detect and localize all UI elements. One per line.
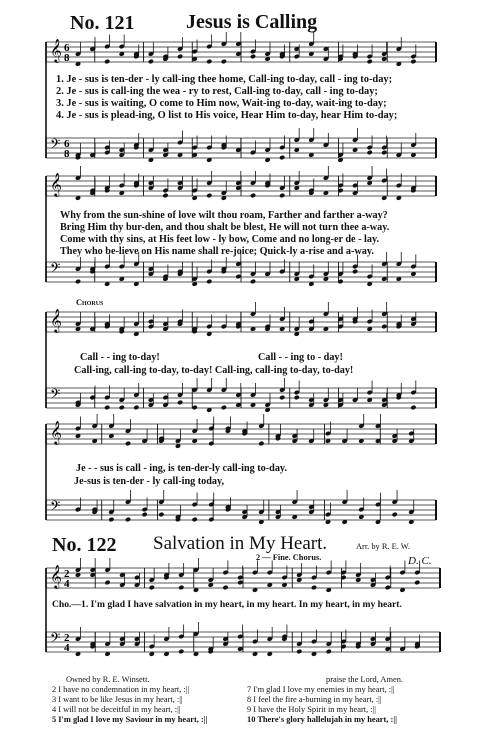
refrain-line: Bring Him thy bur-den, and thou shalt be blest, He will not turn thee a-way.	[60, 222, 390, 233]
praise-line: praise the Lord, Amen.	[326, 675, 403, 684]
extra-verse: 3 I want to be like Jesus in my heart, :||	[52, 695, 183, 704]
treble-note	[206, 193, 212, 199]
bass-note	[279, 395, 285, 401]
bass-note	[142, 512, 148, 518]
extra-verse: 7 I'm glad I love my enemies in my heart, :||	[247, 685, 395, 694]
treble-note	[222, 585, 228, 591]
extra-verses-left	[52, 685, 207, 725]
treble-note	[279, 193, 285, 199]
treble-clef: 𝄞	[50, 420, 62, 444]
treble-note	[385, 585, 391, 591]
bass-note	[104, 405, 110, 411]
treble-note	[258, 441, 264, 447]
time-signature: 2	[64, 568, 70, 580]
time-signature: 2	[64, 632, 70, 644]
bass-clef: 𝄢	[50, 630, 61, 649]
chorus-lyric-lower: Call-ing, call-ing to-day, to-day! Call-ing, call-ing to-day, to-day!	[74, 365, 354, 376]
bass-clef: 𝄢	[50, 498, 61, 517]
treble-note	[367, 59, 373, 65]
verse-line: 4. Je - sus is plead-ing, O list to His voice, Hear Him to-day, hear Him to-day;	[56, 110, 398, 121]
treble-note	[162, 193, 168, 199]
extra-verse: 4 I will not be deceitful in my heart, :||	[52, 705, 181, 714]
time-signature: 4	[64, 578, 70, 590]
treble-note	[104, 580, 110, 586]
treble-note	[125, 441, 131, 447]
bass-note	[352, 269, 358, 275]
dc-label: D. C.	[408, 555, 432, 567]
extra-verse: 10 There's glory hallelujah in my heart, :||	[247, 715, 397, 724]
time-signature: 8	[64, 148, 70, 160]
treble-note	[148, 59, 154, 65]
bass-note	[392, 512, 398, 518]
extra-verses-right	[247, 685, 397, 725]
treble-clef: 𝄞	[50, 172, 62, 196]
chorus-lyric-upper: Call - - ing to - day!	[258, 352, 343, 363]
bass-note	[158, 512, 164, 518]
refrain-line: Why from the sun-shine of love wilt thou roam, Farther and farther a-way?	[60, 210, 388, 221]
refrain-line: They who be-lieve on His name shall re-joice; Quick-ly a-rise and a-way.	[60, 246, 374, 257]
chorus-label: Chorus	[76, 298, 104, 307]
treble-clef: 𝄞	[50, 564, 62, 588]
treble-note	[221, 59, 227, 65]
bass-note	[75, 279, 81, 285]
bass-note	[177, 400, 183, 406]
extra-verse: 2 I have no condemnation in my heart, :||	[52, 685, 190, 694]
treble-note	[104, 59, 110, 65]
chorus-lyric-upper: Je - - sus is call - ing, is ten-der-ly call-ing to-day.	[76, 463, 288, 474]
treble-note	[414, 580, 420, 586]
bass-note	[108, 517, 114, 523]
bass-note	[410, 405, 416, 411]
bass-note	[326, 649, 332, 655]
verse-line: 3. Je - sus is waiting, O come to Him now, Wait-ing to-day, wait-ing to-day;	[56, 98, 387, 109]
time-signature: 4	[64, 642, 70, 654]
bass-note	[296, 649, 302, 655]
time-signature: 6	[64, 42, 70, 54]
refrain-line: Come with thy sins, at His feet low - ly bow, Come and no long-er de - lay.	[60, 234, 380, 245]
treble-note	[250, 193, 256, 199]
bass-note	[133, 405, 139, 411]
chorus-lyric-lower: Je-sus is ten-der - ly call-ing today,	[74, 476, 225, 487]
time-signature: 6	[64, 138, 70, 150]
refrain-block	[60, 210, 389, 258]
bass-note	[279, 155, 285, 161]
time-signature: 8	[64, 52, 70, 64]
bass-note	[178, 649, 184, 655]
bass-note	[367, 150, 373, 156]
bass-note	[125, 517, 131, 523]
bass-clef: 𝄢	[50, 136, 61, 155]
treble-note	[177, 54, 183, 60]
treble-note	[311, 585, 317, 591]
treble-note	[237, 580, 243, 586]
extra-verse: 5 I'm glad I love my Saviour in my heart, :||	[52, 715, 208, 724]
bass-note	[221, 405, 227, 411]
chorus-lyric-upper: Call - - ing to-day!	[80, 352, 160, 363]
fine-chorus-label: 2 — Fine. Chorus.	[256, 553, 322, 562]
bass-note	[250, 279, 256, 285]
verse-line: 2. Je - sus is call-ing the wea - ry to rest, Call-ing to-day, call - ing to-day;	[56, 86, 378, 97]
treble-clef: 𝄞	[50, 308, 62, 332]
owner-note: Owned by R. E. Winsett.	[66, 675, 150, 684]
treble-note	[381, 324, 387, 330]
extra-verse: 8 I feel the fire a-burning in my heart, :||	[247, 695, 382, 704]
hymn-title: Jesus is Calling	[186, 11, 318, 33]
bass-note	[294, 395, 300, 401]
treble-clef: 𝄞	[50, 38, 62, 62]
bass-note	[192, 517, 198, 523]
verse-block	[56, 74, 397, 122]
extra-verse: 9 I have the Holy Spirit in my heart, :||	[247, 705, 376, 714]
bass-clef: 𝄢	[50, 386, 61, 405]
treble-note	[410, 59, 416, 65]
bass-clef: 𝄢	[50, 260, 61, 279]
treble-note	[206, 59, 212, 65]
treble-note	[149, 585, 155, 591]
bass-note	[381, 150, 387, 156]
hymn-number: No. 121	[70, 12, 135, 34]
bass-note	[206, 279, 212, 285]
hymn-number: No. 122	[52, 534, 117, 556]
first-verse-line: Cho.—1. I'm glad I have salvation in my heart, in my heart. In my heart, in my heart.	[52, 599, 402, 610]
verse-line: 1. Je - sus is ten-der - ly call-ing thee home, Call-ing to-day, call - ing to-day;	[56, 74, 393, 85]
treble-note	[250, 54, 256, 60]
arranger: Arr. by R. E. W.	[356, 542, 410, 551]
hymn-title: Salvation in My Heart.	[153, 533, 328, 554]
treble-note	[178, 585, 184, 591]
bass-note	[119, 405, 125, 411]
